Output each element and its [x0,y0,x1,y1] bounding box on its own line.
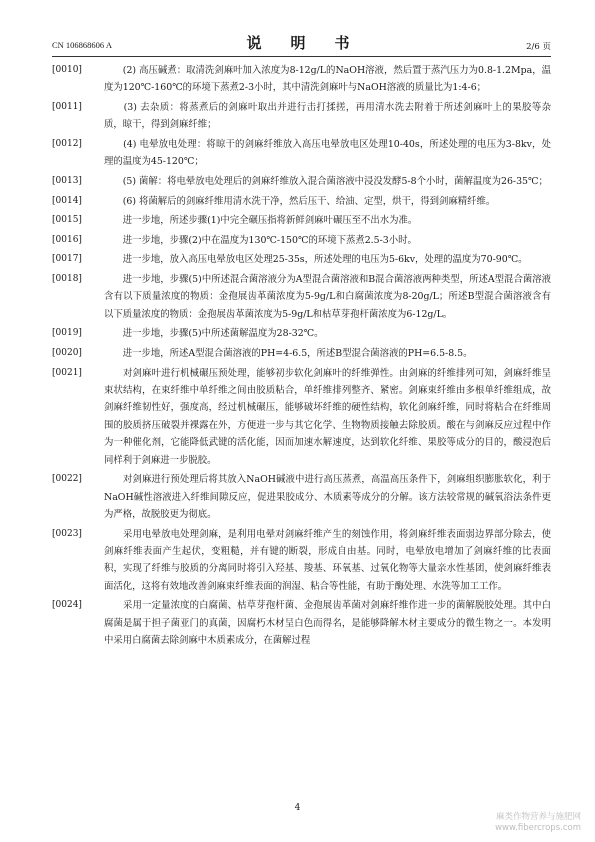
paragraph-text: 采用电晕放电处理剑麻，是利用电晕对剑麻纤维产生的刻蚀作用，将剑麻纤维表面弱边界部分除去，使剑麻纤维表面产生起伏，变粗糙，并有键的断裂，形成自由基。同时，电晕放电增加了剑麻纤维的比表面积，实现了纤维与胶质的分离同时将引入羟基、羧基、环氧基、过氧化物等大量亲水性基团，使剑麻纤维表面活化，这将有效地改善剑麻束纤维表面的润湿、粘合等性能，有助于酶处理、水洗等加工工作。 [104,528,551,592]
paragraph [52,136,551,171]
paragraph [52,232,551,249]
paragraph-number: [0017] [52,254,82,265]
paragraph-number: [0022] [52,474,82,485]
paragraph-text: 对剑麻叶进行机械碾压预处理，能够初步软化剑麻叶的纤维弹性。由剑麻的纤维排列可知，剑麻纤维呈束状结构，在束纤维中单纤维之间由胶质粘合，单纤维排列整齐、紧密。剑麻束纤维由多根单纤维组成，故剑麻纤维韧性好，强度高，经过机械碾压，能够破坏纤维的硬性结构，软化剑麻纤维，同时将粘合在纤维周围的胶质挤压破裂并裸露在外，方便进一步与其它化学、生物物质接触去除胶质。酸在与剑麻反应过程中作为一种催化剂，它能降低武键的活化能，因而加速水解速度，达到软化纤维、果胶等成分的目的，酸浸泡后同样利于剑麻进一步脱胶。 [104,367,551,466]
paragraph-text: (3) 去杂质：将蒸煮后的剑麻叶取出并进行击打揉搓，再用清水洗去附着于所述剑麻叶上的果胶等杂质，晾干，得到剑麻纤维； [104,102,551,131]
paragraph-number: [0015] [52,215,82,226]
paragraph-text: (4) 电晕放电处理：将晾干的剑麻纤维放入高压电晕放电区处理10-40s，所述处理的电压为3-8kv，处理的温度为45-120℃； [104,139,551,168]
paragraph [52,99,551,134]
document-body [52,62,551,652]
watermark [495,812,581,834]
paragraph-number: [0016] [52,234,82,245]
document-title: 说 明 书 [246,34,357,52]
paragraph-number: [0024] [52,600,82,611]
paragraph-number: [0018] [52,273,82,284]
paragraph-text: 进一步地，步骤(2)中在温度为130℃-150℃的环境下蒸煮2.5-3小时。 [104,234,417,246]
paragraph-text: 进一步地，放入高压电晕放电区处理25-35s，所述处理的电压为5-6kv，处理的温度为70-90℃。 [104,254,528,266]
paragraph [52,212,551,229]
paragraph [52,471,551,523]
paragraph-number: [0020] [52,347,82,358]
paragraph [52,345,551,362]
paragraph-number: [0021] [52,367,82,378]
paragraph-number: [0023] [52,528,82,539]
paragraph [52,62,551,97]
paragraph-text: (2) 高压碱煮：取清洗剑麻叶加入浓度为8-12g/L的NaOH溶液，然后置于蒸汽压力为0.8-1.2Mpa，温度为120℃-160℃的环境下蒸煮2-3小时，其中清洗剑麻叶与NaOH溶液的质量比为1:4-6； [104,65,551,94]
page-number: 4 [294,803,301,813]
paragraph-text: 进一步地，所述步骤(1)中完全碾压指将新鲜剑麻叶碾压至不出水为准。 [104,215,418,227]
paragraph-text: (5) 菌解：将电晕放电处理后的剑麻纤维放入混合菌溶液中浸没发酵5-8个小时，菌解温度为26-35℃； [104,176,548,187]
paragraph-number: [0019] [52,328,82,339]
watermark-site-name: 麻类作物营养与施肥网 [495,812,581,822]
paragraph-number: [0010] [52,65,82,75]
paragraph [52,365,551,469]
paragraph [52,251,551,268]
page-indicator: 2/6 页 [526,42,551,52]
paragraph-number: [0012] [52,139,82,149]
paragraph [52,173,551,190]
paragraph [52,193,551,210]
paragraph-text: 采用一定量浓度的白腐菌、枯草芽孢杆菌、金孢展齿革菌对剑麻纤维作进一步的菌解脱胶处理。其中白腐菌是属于担子菌亚门的真菌，因腐朽木材呈白色而得名，是能够降解木材主要成分的微生物之一。本发明中采用白腐菌去除剑麻中木质素成分，在菌解过程 [104,600,551,647]
header-divider [52,56,551,57]
paragraph-text: (6) 将菌解后的剑麻纤维用清水洗干净，然后压干、给油、定型，烘干，得到剑麻精纤维。 [104,195,496,207]
paragraph-text: 对剑麻进行预处理后将其放入NaOH碱液中进行高压蒸煮，高温高压条件下，剑麻组织膨胀软化，利于NaOH碱性溶液进入纤维间隙反应，促进果胶成分、木质素等成分的分解。该方法较常规的碱氧浴法条件更为严格，故脱胶更为彻底。 [104,474,551,520]
paragraph-text: 进一步地，所述A型混合菌溶液的PH=4-6.5，所述B型混合菌溶液的PH=6.5-8.5。 [104,347,473,359]
watermark-url: www.fibercrops.com [495,823,581,833]
paragraph [52,526,551,596]
paragraph [52,597,551,649]
paragraph [52,325,551,342]
paragraph-number: [0014] [52,195,82,206]
paragraph-number: [0013] [52,176,82,186]
page-header [52,32,551,54]
paragraph [52,271,551,323]
paragraph-text: 进一步地，步骤(5)中所述混合菌溶液分为A型混合菌溶液和B混合菌溶液两种类型，所述A型混合菌溶液含有以下质量浓度的物质：金孢展齿革菌浓度为5-9g/L和白腐菌浓度为8-20g/L；所述B型混合菌溶液含有以下质量浓度的物质：金孢展齿革菌浓度为5-9g/L和枯草芽孢杆菌浓度为6-12g/L。 [104,273,551,320]
paragraph-text: 进一步地，步骤(5)中所述菌解温度为28-32℃。 [104,328,324,340]
patent-number: CN 106868606 A [52,40,112,50]
paragraph-number: [0011] [52,102,82,112]
